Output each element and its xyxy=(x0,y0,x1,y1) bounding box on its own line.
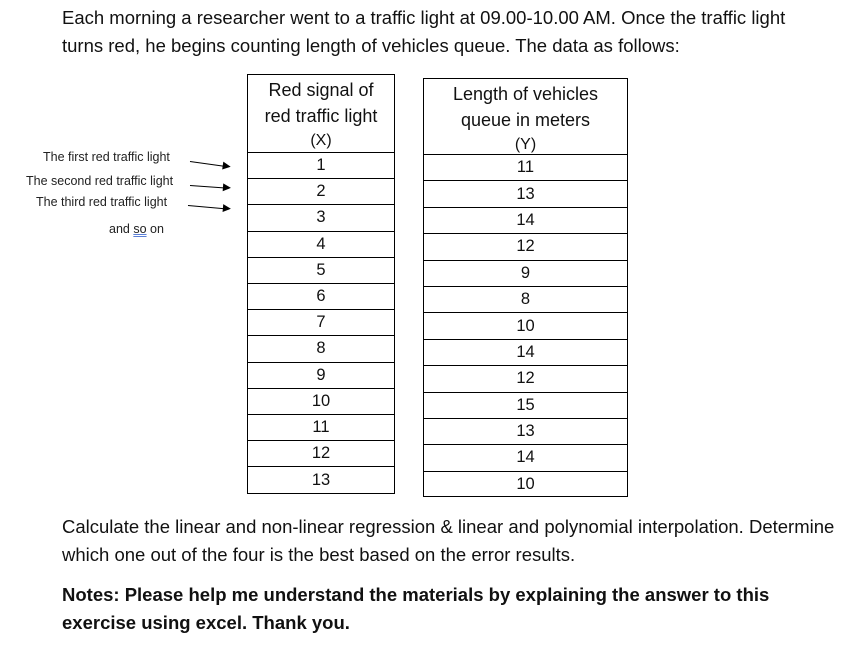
table-y-header-line3: (Y) xyxy=(514,136,537,153)
table-x-cell: 6 xyxy=(248,284,394,310)
table-y-header xyxy=(424,79,627,155)
table-y-header-line2: queue in meters xyxy=(460,110,591,130)
table-queue-length-y xyxy=(423,78,628,497)
label-third-red-light: The third red traffic light xyxy=(36,195,168,209)
table-x-header-line1: Red signal of xyxy=(268,80,374,100)
notes-paragraph: Notes: Please help me understand the materials by explaining the answer to this exercise using excel. Thank you. xyxy=(62,584,770,633)
table-y-cell: 10 xyxy=(424,313,627,339)
table-x-cell: 10 xyxy=(248,389,394,415)
table-y-cell: 13 xyxy=(424,419,627,445)
label-first-red-light: The first red traffic light xyxy=(43,150,170,164)
table-y-cell: 10 xyxy=(516,475,535,494)
intro-paragraph: Each morning a researcher went to a traffic light at 09.00-10.00 AM. Once the traffic light turns red, he begins counting length of vehicles queue. The data as follows: xyxy=(62,7,786,56)
table-x-cell: 13 xyxy=(311,470,331,489)
table-red-signal-x xyxy=(247,74,395,494)
table-y-cell: 11 xyxy=(424,155,627,181)
table-y-cell: 12 xyxy=(424,366,627,392)
table-y-cell: 14 xyxy=(424,445,627,471)
table-x-cell: 11 xyxy=(248,415,394,441)
table-x-cell: 7 xyxy=(248,310,394,336)
table-y-cell: 14 xyxy=(424,208,627,234)
table-x-cell: 12 xyxy=(248,441,394,467)
table-x-cell: 5 xyxy=(248,258,394,284)
table-x-cell: 1 xyxy=(248,153,394,179)
table-x-header-line3: (X) xyxy=(310,132,332,149)
table-y-cell: 15 xyxy=(424,393,627,419)
on-word: on xyxy=(150,222,164,236)
table-x-cell: 8 xyxy=(248,336,394,362)
table-y-cell: 14 xyxy=(424,340,627,366)
table-x-cell: 3 xyxy=(248,205,394,231)
and-word: and xyxy=(109,222,130,236)
label-second-red-light: The second red traffic light xyxy=(26,174,174,188)
arrow-to-row-1 xyxy=(190,161,229,167)
arrow-to-row-3 xyxy=(188,205,229,210)
table-x-cell: 2 xyxy=(248,179,394,205)
table-x-cell: 9 xyxy=(248,363,394,389)
table-x-header xyxy=(248,75,394,153)
table-y-cell: 12 xyxy=(424,234,627,260)
question-paragraph: Calculate the linear and non-linear regression & linear and polynomial interpolation. Determine which one out of the four is the best based on the error results. xyxy=(62,516,835,565)
table-y-cell: 9 xyxy=(424,261,627,287)
table-x-cell: 4 xyxy=(248,232,394,258)
table-y-cell: 13 xyxy=(424,181,627,207)
so-word: so xyxy=(133,222,147,236)
label-and-so-on xyxy=(109,222,164,236)
table-x-header-line2: red traffic light xyxy=(264,106,378,126)
table-y-header-line1: Length of vehicles xyxy=(452,84,599,104)
arrow-to-row-2 xyxy=(190,185,229,189)
table-y-cell: 8 xyxy=(424,287,627,313)
